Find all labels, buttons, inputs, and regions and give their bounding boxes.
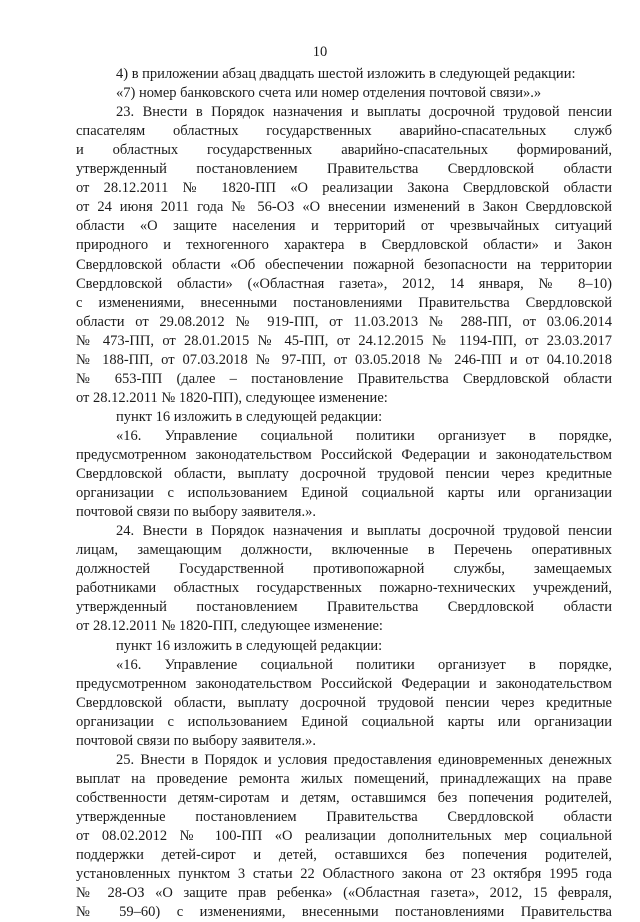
text-line: организации с использованием Единой социальной карты или организации — [76, 485, 612, 502]
text-line: должностей Государственной противопожарной службы, замещаемых — [76, 561, 612, 578]
text-line: № 473-ПП, от 28.01.2015 № 45-ПП, от 24.12.2015 № 1194-ПП, от 23.03.2017 — [76, 332, 612, 349]
text-line: лицам, замещающим должности, включенные в Перечень оперативных — [76, 542, 612, 559]
text-line: с изменениями, внесенными постановлениями Правительства Свердловской — [76, 294, 612, 311]
text-line: от 28.12.2011 № 1820-ПП «О реализации Закона Свердловской области — [76, 180, 612, 197]
text-line: «16. Управление социальной политики организует в порядке, — [116, 656, 612, 673]
text-line: пункт 16 изложить в следующей редакции: — [116, 637, 383, 654]
text-line: 23. Внести в Порядок назначения и выплаты досрочной трудовой пенсии — [116, 104, 612, 121]
text-line: от 24 июня 2011 года № 56-ОЗ «О внесении изменений в Закон Свердловской — [76, 199, 612, 216]
text-line: «16. Управление социальной политики организует в порядке, — [116, 427, 612, 444]
text-line: 25. Внести в Порядок и условия предоставления единовременных денежных — [116, 751, 612, 768]
text-line: спасателям областных государственных аварийно-спасательных служб — [76, 123, 612, 140]
text-line: № 28-ОЗ «О защите прав ребенка» («Областная газета», 2012, 15 февраля, — [76, 885, 612, 902]
text-line: утвержденный постановлением Правительства Свердловской области — [76, 161, 612, 178]
text-line: природного и техногенного характера в Свердловской области» и Закон — [76, 237, 612, 254]
text-line: 24. Внести в Порядок назначения и выплаты досрочной трудовой пенсии — [116, 523, 612, 540]
text-line: Свердловской области, выплату досрочной трудовой пенсии через кредитные — [76, 694, 612, 711]
text-line: выплат на проведение ремонта жилых помещений, принадлежащих на праве — [76, 770, 612, 787]
text-line: № 188-ПП, от 07.03.2018 № 97-ПП, от 03.05.2018 № 246-ПП и от 04.10.2018 — [76, 351, 612, 368]
text-line: почтовой связи по выбору заявителя.». — [76, 504, 316, 521]
text-line: предусмотренном законодательством Российской Федерации и законодательством — [76, 675, 612, 692]
text-line: Свердловской области» («Областная газета», 2012, 14 января, № 8–10) — [76, 275, 612, 292]
text-line: области «О защите населения и территорий от чрезвычайных ситуаций — [76, 218, 612, 235]
text-line: работниками областных государственных пожарно-технических учреждений, — [76, 580, 612, 597]
text-line: от 28.12.2011 № 1820-ПП, следующее изменение: — [76, 618, 383, 635]
text-line: 4) в приложении абзац двадцать шестой изложить в следующей редакции: — [116, 66, 576, 82]
text-line: и областных государственных аварийно-спасательных формирований, — [76, 142, 612, 159]
text-line: Свердловской области, выплату досрочной трудовой пенсии через кредитные — [76, 466, 612, 483]
text-line: № 653-ПП (далее – постановление Правительства Свердловской области — [76, 370, 612, 387]
text-line: организации с использованием Единой социальной карты или организации — [76, 713, 612, 730]
text-line: № 59–60) с изменениями, внесенными постановлениями Правительства — [76, 904, 612, 921]
text-line: установленных пунктом 3 статьи 22 Областного закона от 23 октября 1995 года — [76, 866, 612, 883]
page-number: 10 — [312, 44, 328, 60]
text-line: области от 29.08.2012 № 919-ПП, от 11.03.2013 № 288-ПП, от 03.06.2014 — [76, 313, 612, 330]
text-line: «7) номер банковского счета или номер отделения почтовой связи».» — [116, 85, 542, 102]
text-line: утвержденный постановлением Правительства Свердловской области — [76, 599, 612, 616]
text-line: собственности детям-сиротам и детям, оставшимся без попечения родителей, — [76, 789, 612, 806]
text-line: пункт 16 изложить в следующей редакции: — [116, 408, 383, 425]
text-line: почтовой связи по выбору заявителя.». — [76, 732, 316, 749]
text-line: от 08.02.2012 № 100-ПП «О реализации дополнительных мер социальной — [76, 828, 612, 844]
text-line: поддержки детей-сирот и детей, оставшихся без попечения родителей, — [76, 847, 612, 864]
text-line: Свердловской области «Об обеспечении пожарной безопасности на территории — [76, 256, 612, 273]
text-line: предусмотренном законодательством Российской Федерации и законодательством — [76, 447, 612, 463]
text-line: от 28.12.2011 № 1820-ПП), следующее изменение: — [76, 389, 388, 406]
text-line: утвержденные постановлением Правительства Свердловской области — [76, 808, 612, 825]
